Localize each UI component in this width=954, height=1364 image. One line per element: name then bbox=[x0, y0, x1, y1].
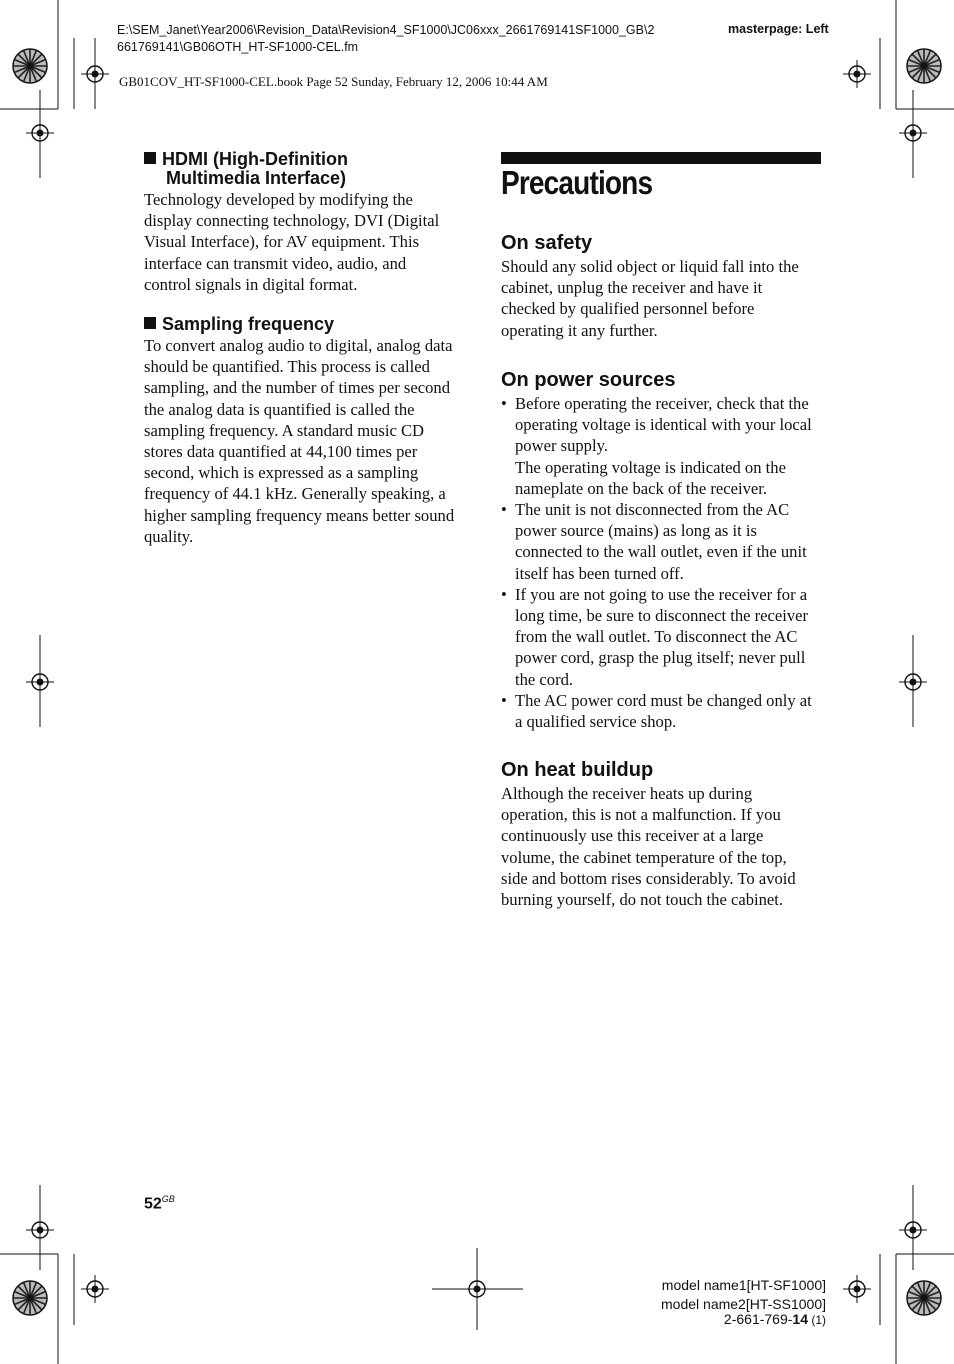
page-number bbox=[144, 1194, 175, 1213]
bullet-line: power source (mains) as long as it is bbox=[515, 521, 757, 541]
safety-heading: On safety bbox=[501, 232, 593, 254]
heat-line: volume, the cabinet temperature of the top, bbox=[501, 847, 787, 867]
bullet-line: connected to the wall outlet, even if the unit bbox=[515, 542, 807, 562]
list-item bbox=[501, 499, 823, 584]
hdmi-line: display connecting technology, DVI (Digital bbox=[144, 211, 440, 231]
bullet-line: The AC power cord must be changed only at bbox=[515, 690, 812, 710]
heat-line: operation, this is not a malfunction. If you bbox=[501, 805, 781, 825]
safety-line: Should any solid object or liquid fall into the bbox=[501, 257, 799, 276]
bullet-icon: • bbox=[501, 584, 507, 604]
sampling-line: stores data quantified at 44,100 times per bbox=[144, 442, 418, 462]
bullet-line: Before operating the receiver, check that the bbox=[515, 394, 809, 413]
square-bullet-icon bbox=[144, 152, 156, 164]
bullet-line: long time, be sure to disconnect the receiver bbox=[515, 606, 809, 626]
safety-line: operating it any further. bbox=[501, 320, 658, 340]
file-path-line-2: 661769141\GB06OTH_HT-SF1000-CEL.fm bbox=[117, 40, 359, 54]
heat-line: side and bottom rises considerably. To avoid bbox=[501, 868, 796, 888]
sampling-line: frequency of 44.1 kHz. Generally speaking, a bbox=[144, 484, 446, 504]
power-bullet-list bbox=[501, 393, 823, 732]
bullet-line: a qualified service shop. bbox=[515, 712, 677, 732]
bullet-icon: • bbox=[501, 690, 507, 710]
model-name-2: model name2[HT-SS1000] bbox=[661, 1296, 826, 1312]
bullet-line: operating voltage is identical with your local bbox=[515, 415, 812, 435]
bullet-line: If you are not going to use the receiver for a bbox=[515, 584, 808, 604]
page-number-value: 52 bbox=[144, 1195, 162, 1213]
doc-code bbox=[724, 1311, 826, 1327]
safety-section bbox=[501, 232, 823, 341]
sampling-line: the analog data is quantified is called the bbox=[144, 399, 415, 419]
bullet-line: The operating voltage is indicated on the bbox=[515, 457, 786, 477]
doc-code-bold: 14 bbox=[792, 1311, 808, 1327]
heat-line: burning yourself, do not touch the cabinet. bbox=[501, 890, 784, 910]
power-heading: On power sources bbox=[501, 369, 676, 391]
file-path-line-1: E:\SEM_Janet\Year2006\Revision_Data\Revision4_SF1000\JC06xxx_2661769141SF1000_GB\2 bbox=[117, 23, 655, 37]
list-item bbox=[501, 584, 823, 690]
sampling-heading bbox=[144, 315, 466, 334]
hdmi-line: Technology developed by modifying the bbox=[144, 190, 413, 209]
doc-code-prefix: 2-661-769- bbox=[723, 1311, 793, 1327]
page-title: Precautions bbox=[501, 164, 653, 201]
sampling-line: second, which is expressed as a sampling bbox=[144, 463, 419, 483]
heat-line: Although the receiver heats up during bbox=[501, 784, 753, 803]
heat-heading: On heat buildup bbox=[501, 759, 654, 781]
sampling-line: sampling frequency. A standard music CD bbox=[144, 420, 425, 440]
bullet-icon: • bbox=[501, 500, 507, 520]
sampling-heading-text: Sampling frequency bbox=[162, 314, 335, 334]
hdmi-heading bbox=[144, 150, 466, 188]
bullet-line: The unit is not disconnected from the AC bbox=[515, 500, 790, 520]
page-number-suffix: GB bbox=[161, 1194, 175, 1204]
hdmi-line: Visual Interface), for AV equipment. This bbox=[144, 232, 420, 252]
model-name-1: model name1[HT-SF1000] bbox=[661, 1277, 826, 1293]
hdmi-heading-line-1: HDMI (High-Definition bbox=[162, 149, 348, 169]
bullet-line: power cord, grasp the plug itself; never pull bbox=[515, 648, 806, 668]
bullet-line: itself has been turned off. bbox=[515, 563, 684, 583]
power-section bbox=[501, 369, 823, 732]
safety-line: cabinet, unplug the receiver and have it bbox=[501, 278, 763, 298]
list-item bbox=[501, 393, 823, 499]
doc-code-suffix: (1) bbox=[808, 1313, 826, 1327]
hdmi-section bbox=[144, 150, 466, 295]
heat-line: continuously use this receiver at a large bbox=[501, 826, 764, 846]
sampling-body bbox=[144, 335, 466, 547]
hdmi-body bbox=[144, 189, 466, 295]
bullet-line: from the wall outlet. To disconnect the AC bbox=[515, 627, 798, 647]
hdmi-line: interface can transmit video, audio, and bbox=[144, 253, 407, 273]
sampling-line: higher sampling frequency means better sound bbox=[144, 505, 455, 525]
masterpage-label: masterpage: Left bbox=[728, 22, 829, 36]
book-info-line: GB01COV_HT-SF1000-CEL.book Page 52 Sunday, February 12, 2006 10:44 AM bbox=[119, 74, 548, 89]
bullet-line: nameplate on the back of the receiver. bbox=[515, 478, 768, 498]
heat-body bbox=[501, 783, 823, 910]
safety-line: checked by qualified personnel before bbox=[501, 299, 755, 319]
list-item bbox=[501, 690, 823, 732]
square-bullet-icon bbox=[144, 317, 156, 329]
heat-section bbox=[501, 759, 823, 910]
title-rule bbox=[501, 152, 821, 164]
bullet-line: the cord. bbox=[515, 669, 574, 689]
hdmi-heading-line-2: Multimedia Interface) bbox=[166, 168, 347, 188]
bullet-line: power supply. bbox=[515, 436, 608, 456]
sampling-line: To convert analog audio to digital, analog data bbox=[144, 336, 453, 355]
hdmi-line: control signals in digital format. bbox=[144, 274, 358, 294]
sampling-section bbox=[144, 315, 466, 547]
safety-body bbox=[501, 256, 823, 341]
bullet-icon: • bbox=[501, 394, 507, 413]
sampling-line: should be quantified. This process is called bbox=[144, 357, 430, 377]
sampling-line: sampling, and the number of times per second bbox=[144, 378, 450, 398]
sampling-line: quality. bbox=[144, 526, 194, 546]
